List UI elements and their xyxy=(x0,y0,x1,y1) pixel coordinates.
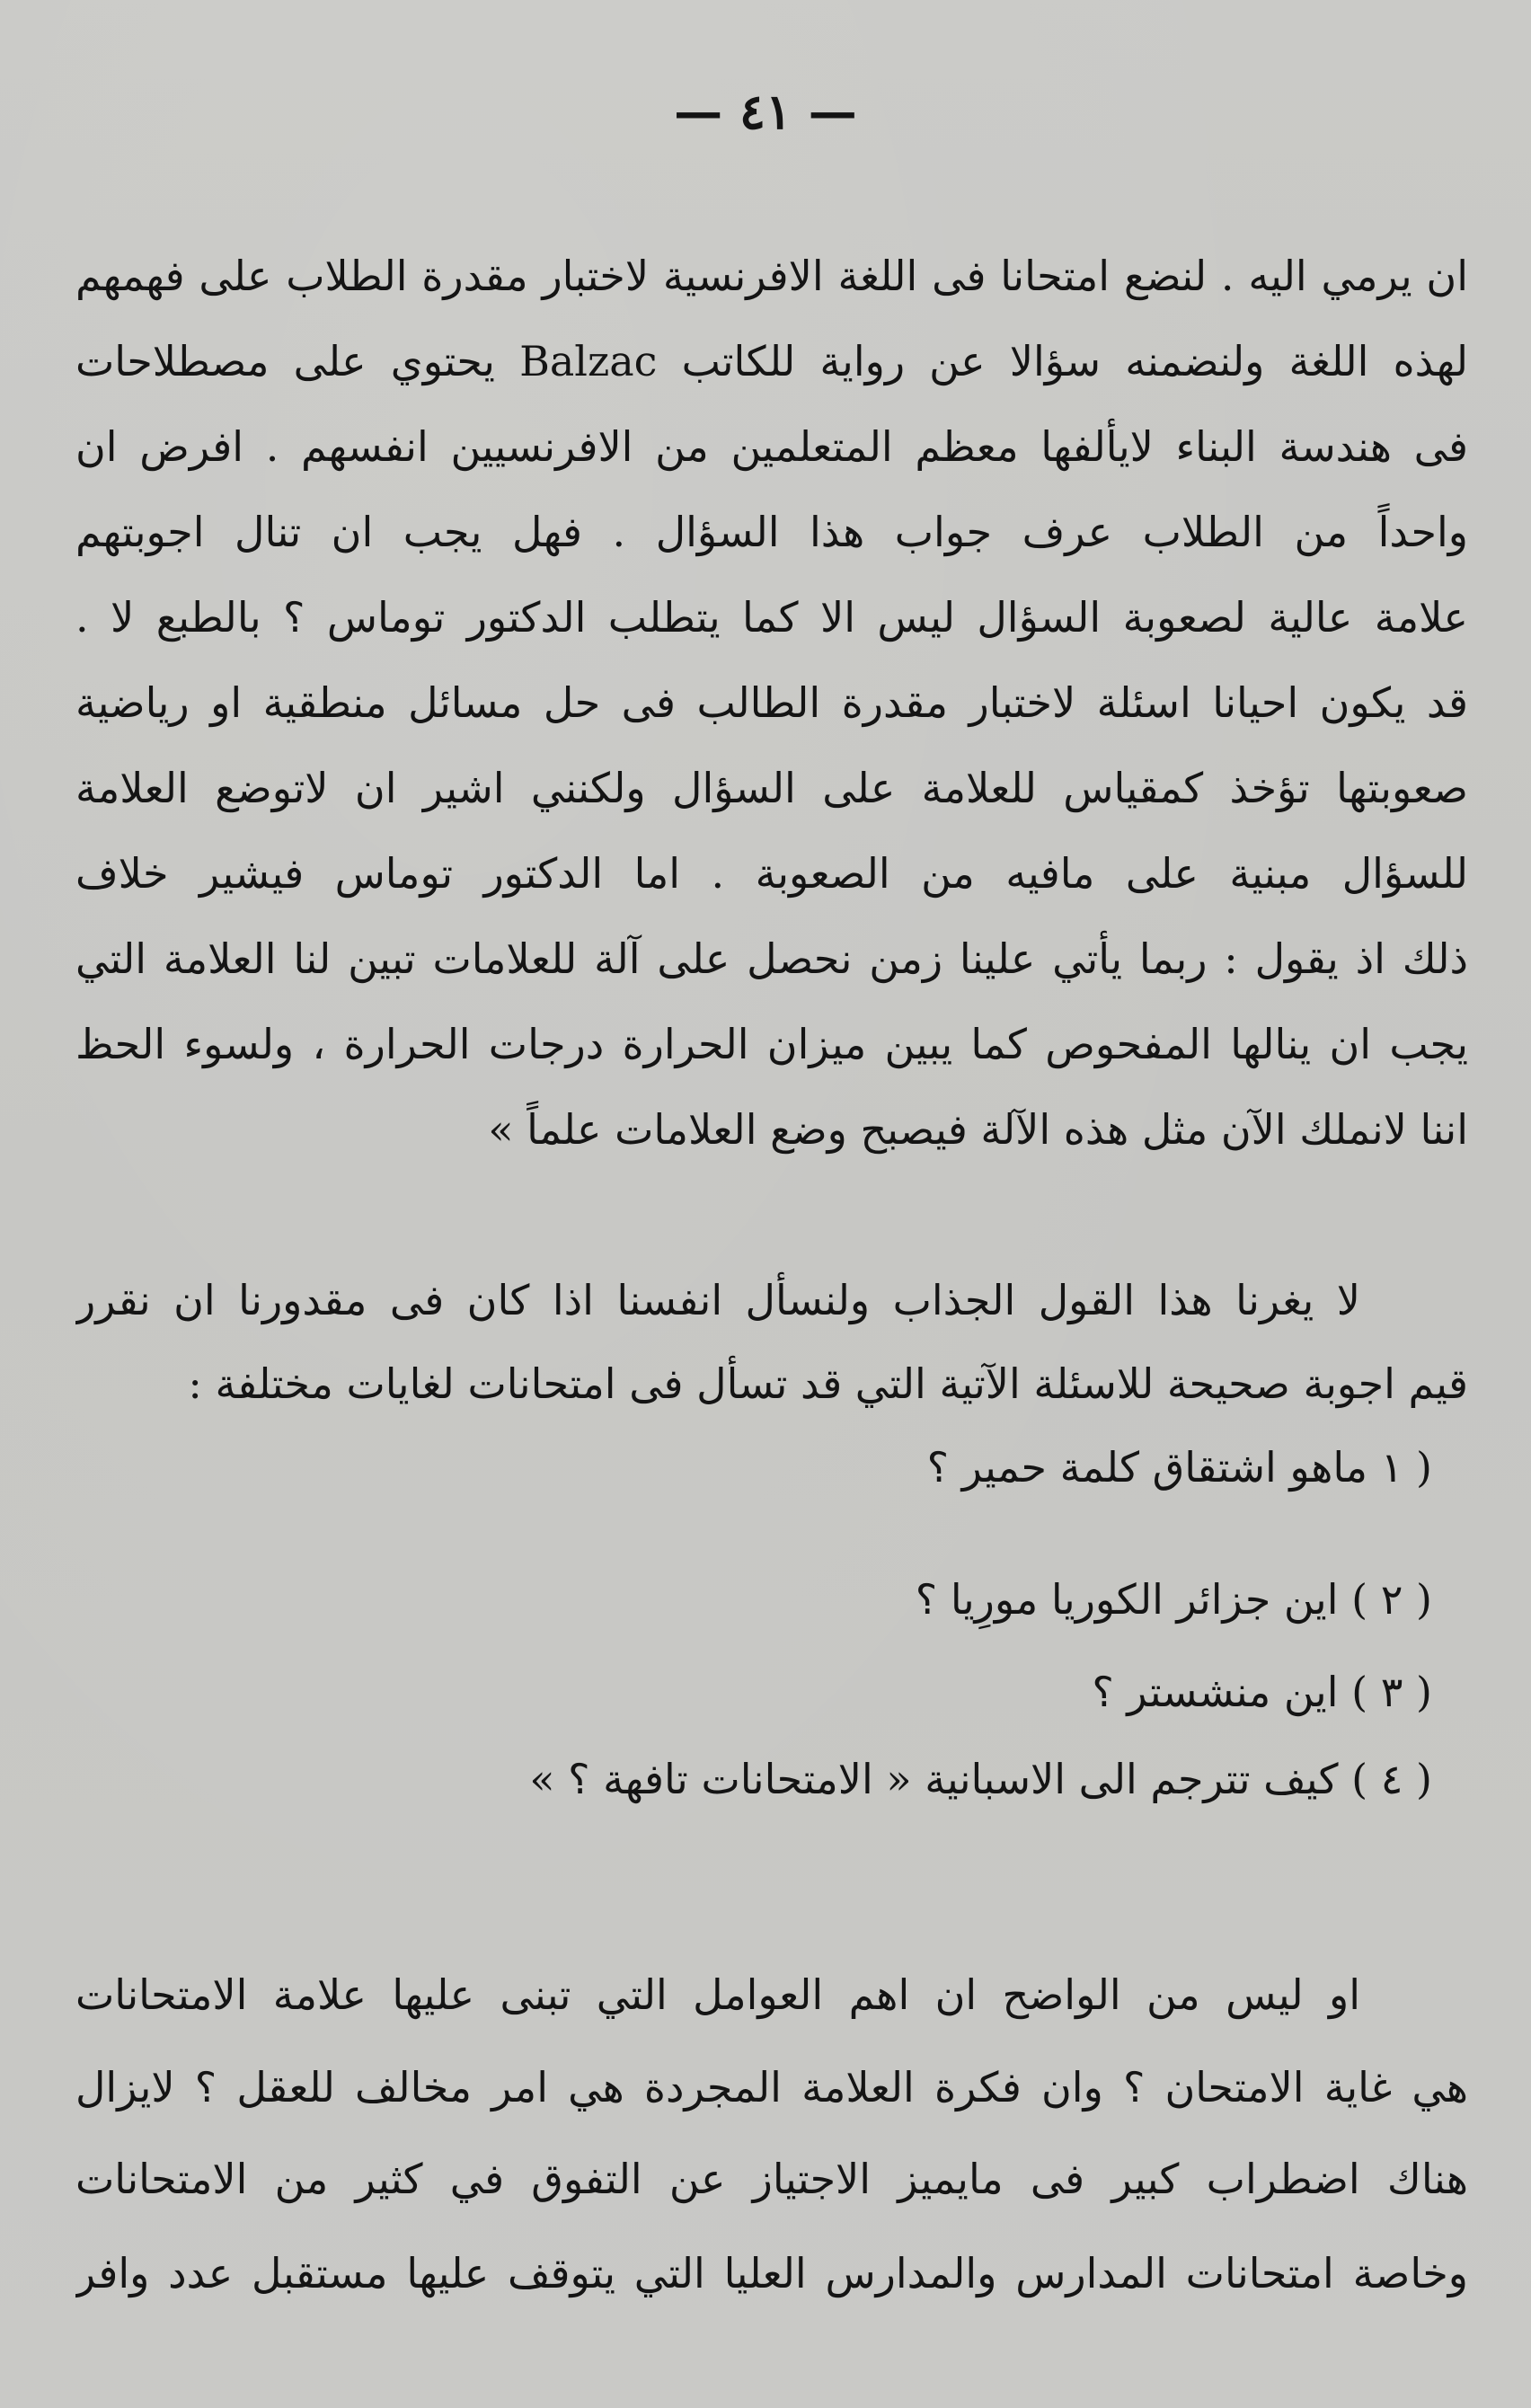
text-line: لا يغرنا هذا القول الجذاب ولنسأل انفسنا اذا كان فى مقدورنا ان نقرر xyxy=(75,1276,1360,1324)
list-item: ( ٤ ) كيف تترجم الى الاسبانية « الامتحانات تافهة ؟ » xyxy=(529,1755,1432,1803)
text-line: قيم اجوبة صحيحة للاسئلة الآتية التي قد تسأل فى امتحانات لغايات مختلفة : xyxy=(188,1359,1468,1408)
text-line: هي غاية الامتحان ؟ وان فكرة العلامة المجردة هي امر مخالف للعقل ؟ لايزال xyxy=(75,2063,1468,2111)
text-line: صعوبتها تؤخذ كمقياس للعلامة على السؤال ولكنني اشير ان لاتوضع العلامة xyxy=(75,764,1468,812)
list-item: ( ٢ ) اين جزائر الكوريا مورِيا ؟ xyxy=(915,1575,1432,1624)
text-line: ذلك اذ يقول : ربما يأتي علينا زمن نحصل على آلة للعلامات تبين لنا العلامة التي xyxy=(75,934,1468,983)
list-item: ( ٣ ) اين منشستر ؟ xyxy=(1092,1668,1432,1716)
text-line: وخاصة امتحانات المدارس والمدارس العليا التي يتوقف عليها مستقبل عدد وافر xyxy=(75,2249,1468,2297)
text-line: ان يرمي اليه . لنضع امتحانا فى اللغة الافرنسية لاختبار مقدرة الطلاب على فهمهم xyxy=(75,252,1468,300)
text-line: فى هندسة البناء لايألفها معظم المتعلمين من الافرنسيين انفسهم . افرض ان xyxy=(75,422,1468,471)
text-line: قد يكون احيانا اسئلة لاختبار مقدرة الطالب فى حل مسائل منطقية او رياضية xyxy=(75,678,1468,727)
list-item: ( ١ ماهو اشتقاق كلمة حمير ؟ xyxy=(926,1443,1432,1492)
text-line: اننا لانملك الآن مثل هذه الآلة فيصبح وضع العلامات علماً » xyxy=(488,1105,1468,1154)
page-number: — ٤١ — xyxy=(674,83,857,140)
text-line: واحداً من الطلاب عرف جواب هذا السؤال . فهل يجب ان تنال اجوبتهم xyxy=(75,508,1468,556)
text-line: يجب ان ينالها المفحوص كما يبين ميزان الحرارة درجات الحرارة ، ولسوء الحظ xyxy=(75,1020,1468,1068)
text-line: علامة عالية لصعوبة السؤال ليس الا كما يتطلب الدكتور توماس ؟ بالطبع لا . xyxy=(75,593,1468,642)
text-line: لهذه اللغة ولنضمنه سؤالا عن رواية للكاتب Balzac يحتوي على مصطلاحات xyxy=(75,337,1468,385)
text-line: او ليس من الواضح ان اهم العوامل التي تبنى عليها علامة الامتحانات xyxy=(75,1970,1360,2019)
text-line: هناك اضطراب كبير فى مايميز الاجتياز عن التفوق في كثير من الامتحانات xyxy=(75,2155,1468,2203)
text-line: للسؤال مبنية على مافيه من الصعوبة . اما الدكتور توماس فيشير خلاف xyxy=(75,849,1468,898)
